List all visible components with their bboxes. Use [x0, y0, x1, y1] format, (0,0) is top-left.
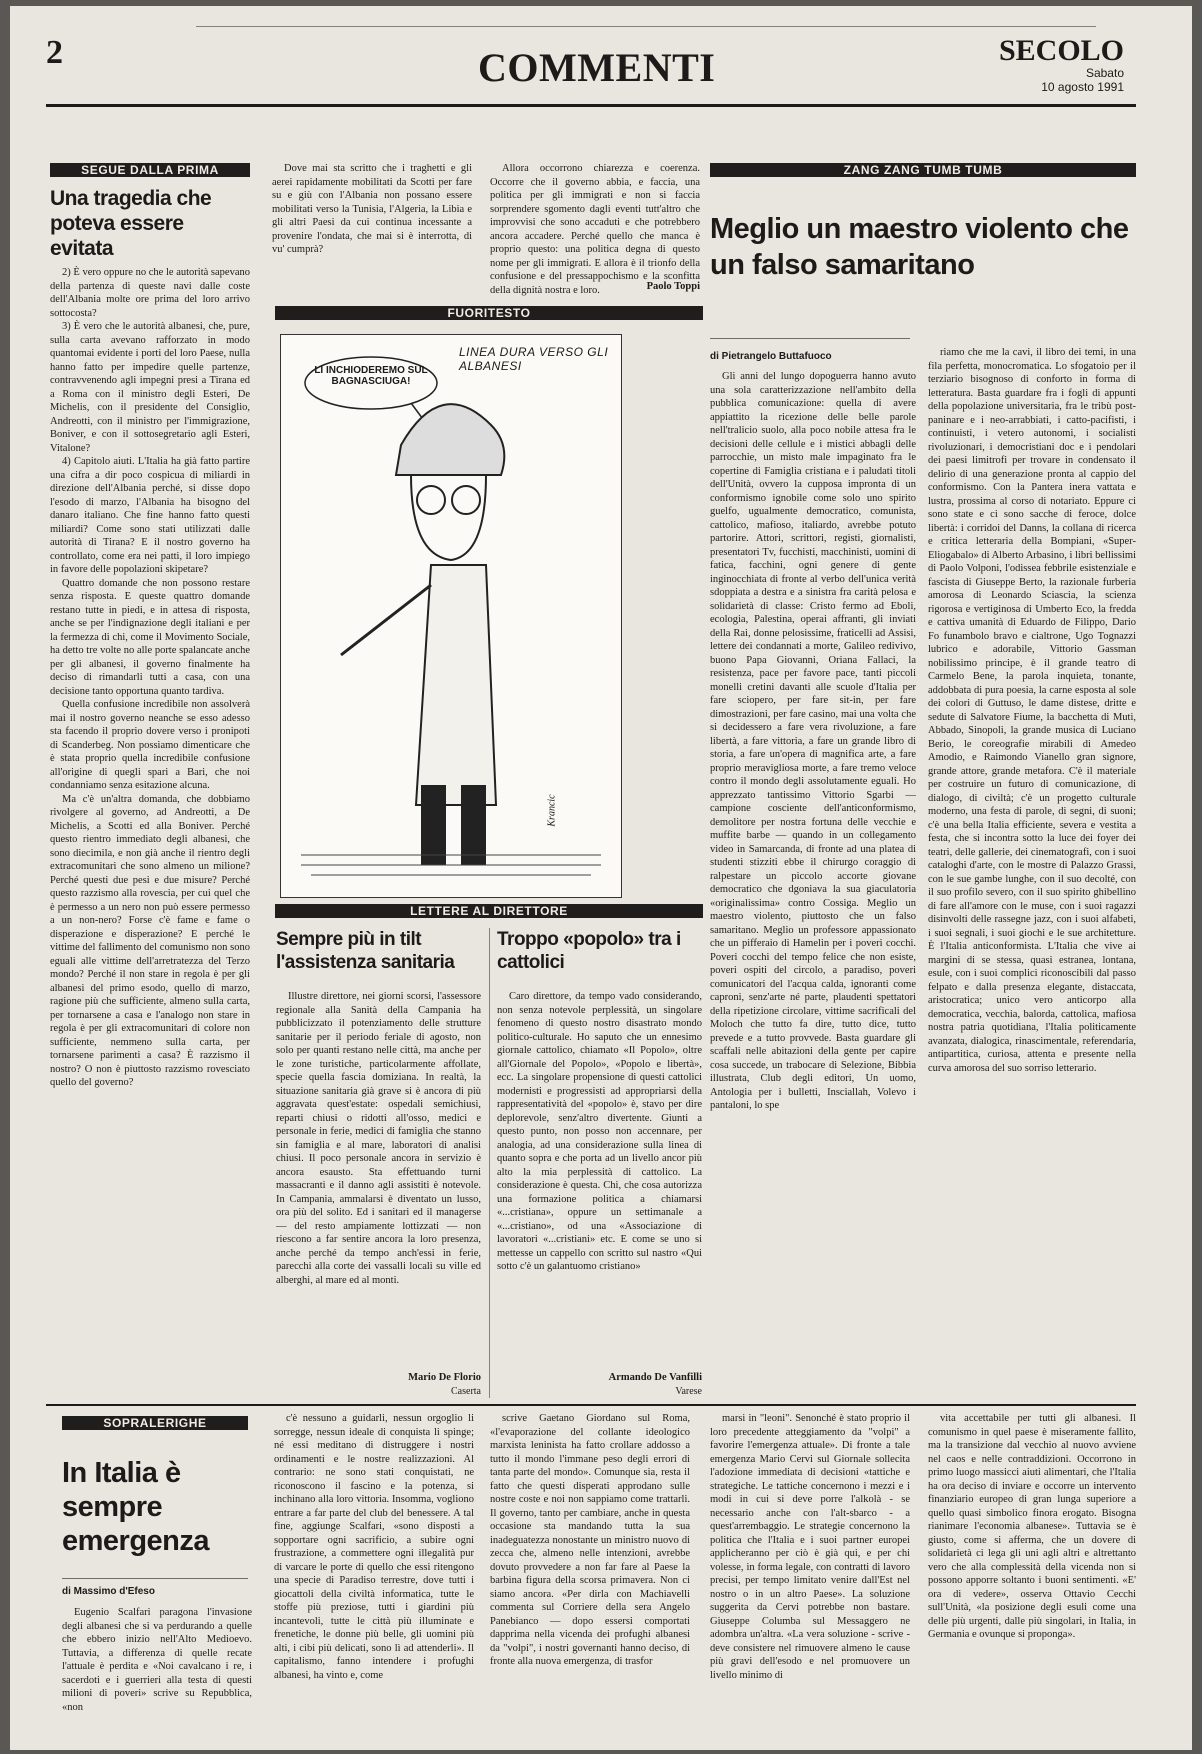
header-rule — [46, 104, 1136, 107]
zang-col1 — [710, 370, 916, 1394]
top-rule — [196, 26, 1096, 27]
zang-author: di Pietrangelo Buttafuoco — [710, 351, 832, 362]
article1-col2 — [272, 162, 472, 300]
sopra-text: scrive Gaetano Giordano sul Roma, «l'evaporazione del collante ideologico marxista leninista ha fatto crollare addosso a tutto il mondo l'immane peso degli errori di tanta parte del mondo». Comunque sia, resta il fatto che questi disperati approdano sulle nostre coste e noi non sappiamo come trattarli. Il governo, tanto per cambiare, anche in questa occasione sta mandando tutta la sua inadeguatezza nonostante un ministro nuovo di zecca che, almeno nelle intenzioni, avrebbe dovuto provvedere a non far fare al Paese la barbina figura della scorsa primavera. Non ci siamo ancora. «Per dirla con Machiavelli commenta sul Corriere della sera Angelo Panebianco — dopo essersi comportati dapprima nella vicenda dei profughi albanesi da "volpi", i nostri governanti hanno deciso, di fronte alla nuova emergenza, di trasfor — [490, 1413, 690, 1667]
glasses-right — [452, 486, 480, 514]
sopra-text: Eugenio Scalfari paragona l'invasione degli albanesi che si va perdurando a quelle che ebbero inizio nell'Alto Medioevo. Tuttavia, a differenza di quelle recate l'attuale è perdita e «Noi cavalcano i re, i sacerdoti e i guerrieri alla testa di questi milioni di poveri» scrive su Repubblica, «non — [62, 1607, 252, 1713]
article1-paragraph: 2) È vero oppure no che le autorità sapevano della partenza di queste navi dalle coste dell'Albania molte ore prima del loro arrivo sottocosta? — [50, 267, 250, 319]
masthead — [999, 36, 1124, 94]
label-lettere: LETTERE AL DIRETTORE — [275, 904, 703, 918]
article1-paragraph: Dove mai sta scritto che i traghetti e gli aerei rapidamente mobilitati da Scotti per fare su e giù con l'Albania non possano essere mobilitati verso la Tunisia, l'Algeria, la Libia e gli altri Paesi da cui continua incessante a provenire l'ondata, che mai si è interrotta, di vu' cumprà? — [272, 163, 472, 255]
sopra-headline: In Italia è sempre emergenza — [62, 1457, 210, 1557]
letter2-body — [497, 990, 702, 1384]
sopra-text: vita accettabile per tutti gli albanesi. Il comunismo in quel paese è miseramente fallito, ma la transizione dal vecchio al nuovo avviene nel caos e nelle contraddizioni. Occorrono in primo luogo massicci aiuti alimentari, che l'Italia ha ora deciso di inviare e occorre un intervento finanziario europeo di gran lunga superiore a quello quasi simbolico finora erogato. Bisogna rianimare l'economia albanese». Tuttavia se è giusto, come si afferma, che un dovere di solidarietà ci lega gli uni agli altri e altrettanto vero che alla complessità della vicenda non si possono apporre soltanto i buoni sentimenti. «E' ora di vedere», osserva Ottavio Cecchi sull'Unità, «la posizione degli esuli come una delle più urgenti, dalle più singolari, in Italia, in Germania e ovunque si proponga». — [928, 1413, 1136, 1640]
page-number: 2 — [46, 34, 63, 71]
zang-text: riamo che me la cavi, il libro dei temi, in una fila perfetta, monocromatica. Lo sfogatoio per il terziario bisognoso di conforto in forma di letteratura. Basta guardare fra i fogli di appunti della popolazione universitaria, fra le tribù post-paninare e i neo-arrabbiati, i catto-pacifisti, i continuisti, i vetero autonomi, i socialisti rivoluzionari, i democristiani doc e i pendolari dei paesi limitrofi per trovare in condensato il delirio di una generazione pronta al cappio del conformismo. Con la Pantera inera vattata e lustra, prossima al corso di notariato. Eppure ci sono state e ci sono sacche di feroce, dolce libertà: i corridoi del Danns, la collana di ricerca e critica letteraria della Bompiani, «Super-Eliogabalo» di Alberto Arbasino, i libri bellissimi di Paolo Volponi, l'odissea febbrile esistenziale e fascista di Giuseppe Berto, la razionale furberia amorosa di Leonardo Sciascia, la scienza rigorosa e vertiginosa di Umberto Eco, la fredda e cattiva umanità di Eduardo de Filippo, Dario Fo funambolo bravo e cialtrone, Ugo Tognazzi lubrico e adorabile, Vittorio Gassman nobilissimo principe, è il grande teatro di Carmelo Bene, la parola inquieta, tonante, addobbata di pura poesia, la carne esposta al sole dei colori di Guttuso, le dame distese, dritte e sedute di Salvatore Fiume, la bacchetta di Muti, Abbado, Sinopoli, la grande musica di Luciano Berio, le coreografie mirabili di Amedeo Amodio, e Raimondo Vianello gran signore, grande attore, grande metafora. C'è il materiale per costruire un futuro di comunicazione, di dialogo, di civiltà; c'è un progetto culturale moderno, una festa di parole, di segni, di suoni; c'è una bella Italia efficiente, severa e vestita a festa, che si incontra sotto la luce dei foyer dei teatri, delle gallerie, dei cinematografi, con i suoi cataloghi d'arte, con le mostre di Palazzo Grassi, con le sue gambe lunghe, con il suo decolté, con il suo profilo severo, con il suo spirito ghibellino di fare all'amore con le muse, con i suoi ragazzi disinvolti delle rassegne jazz, con i suoi alfabeti, i suoi segnali, i suoi giochi e le sue architetture. È l'Italia anticonformista. L'Italia che vive ai margini di se stessa, quasi estranea, lontana, esule, con i suoi complici riconoscibili dal passo felpato e dalla presenza elegante, distaccata, aristocratica; unico vero anticorpo alla democratica, vecchia, balorda, cattolica, mafiosa nostra patria quotidiana, l'Italia politicamente avanzata, dialogica, rinascimentale, referendaria, antipartitica, curiosa, attenta e presente nella curva amorosa del suo sorriso letterario. — [928, 347, 1136, 1074]
letters-divider — [489, 928, 490, 1398]
zang-col2 — [928, 346, 1136, 1394]
cartoon-drawing — [281, 335, 621, 897]
article1-paragraph: 3) È vero che le autorità albanesi, che, pure, sulla carta avevano rafforzato in modo quantomai evidente i porti del loro Paese, nulla hanno fatto per impedire quelle partenze, contravvenendo agli impegni presi a Tirana ed a Roma con il ministro degli Esteri, De Michelis, con il presidente del Consiglio, Andreotti, con il ministro per l'immigrazione, Boniver, e con il sottosegretario agli Esteri, Vitalone? — [50, 321, 250, 454]
masthead-date: 10 agosto 1991 — [1041, 80, 1124, 94]
article1-paragraph: 4) Capitolo aiuti. L'Italia ha già fatto partire una cifra a dir poco cospicua di miliardi in direzione dell'Albania perché, si disse dopo l'esodo di marzo, l'Albania ha bisogno del danaro italiano. Che fine hanno fatto questi miliardi? Come sono stati utilizzati dalle autorità di Tirana? E il nostro governo ha controllato, come era nei patti, il loro impiego in favore delle popolazioni skipetare? — [50, 456, 250, 575]
letter2-author: Armando De Vanfilli — [608, 1372, 702, 1383]
article1-paragraph: Ma c'è un'altra domanda, che dobbiamo rivolgere al governo, ad Andreotti, a De Michelis, a Scotti ed alla Boniver. Perché questo rientro immediato degli albanesi, che sono diecimila, e non già anche il rientro degli extracomunitari che sono almeno un milione? Perché questi due pesi e due misure? Perché questo razzismo alla rovescia, per cui quel che è permesso a un nero non può essere permesso a un non-nero? Forse c'è fame e fame o disperazione e disperazione? E perché le vittime del fallimento del comunismo non sono eguali alle vittime dell'arretratezza del Terzo mondo? Perché il non stare in regola è per gli albanesi del primo esodo, quello di marzo, ragione più che sufficiente, almeno sulla carta, per tornarsene a casa e l'analogo non stare in regola è per gli extracomunitari di colore non sufficiente, nemmeno sulla carta, per tornarsene parimenti a casa? È razzismo il nostro? O non è piuttosto razzismo rovesciato quello del governo? — [50, 793, 250, 1088]
pointing-arm — [341, 585, 431, 655]
cartoon — [280, 334, 622, 898]
letter1-body — [276, 990, 481, 1370]
zang-headline: Meglio un maestro violento che un falso samaritano — [710, 213, 1129, 281]
label-segue: SEGUE DALLA PRIMA — [50, 163, 250, 177]
article1-headline: Una tragedia che poteva essere evitata — [50, 187, 212, 260]
label-sopra: SOPRALERIGHE — [62, 1416, 248, 1430]
zang-text: Gli anni del lungo dopoguerra hanno avuto una sola caratterizzazione nell'ambito della pubblica comunicazione: quella di avere appiattito la ricezione delle belle parole nell'tralicio suolo, alla poco nobile attesa fra le decisioni delle cellule e i mistici abbagli delle parrocchie, un misto male impaginato fra le copertine di Famiglia cristiana e i paludati titoli dell'Unità, ovvero la cupposa impronta di un conformismo ignobile come solo uno spirito guelfo, ugualmente democratico, comunista, cattolico, mafioso, italiardo, avrebbe potuto partorire. Attori, scrittori, registi, giornalisti, presentatori Tv, fucchisti, macchinisti, uomini di fatica, facchini, ogni genere di gente inginocchiata di fronte al verbo dell'unica verità sdoppiata a destra e a sinistra fra carità pelosa e solidarietà di classe: Cristo fermo ad Eboli, ecologia, Palestina, operai affranti, gli inviati della Rai, donne pelosissime, fraticelli ad Assisi, lettere dei condannati a morte, Galileo redivivo, buono Papa Giovanni, Oriana Fallaci, la resistenza, pace per favore pace, tanti piccoli monelli cretini davanti alle scuole d'Italia per fare sciopero, per fare sit-in, per fare dimostrazioni, per fare casino, mai una volta che si decidessero a fare vera rivoluzione, a fare libertà, a fare vittoria, a fare un grande libro di storia, a fare un'opera di magnifica arte, a fare proprio meravigliosa morte, a fare tremo veloce contro il mondo degli assolutamente eguali. Ho apprezzato tantissimo Vittorio Sgarbi — campione cosciente dell'anticonformismo, demolitore per nostra fortuna delle vecchie e muffite barbe — quando in un collegamento video in Samarcanda, di fronte ad una platea di studenti stizziti ebbe il chirurgo coraggio di ralpestare un piccolo accorte giovane democratico che dgoniava la sua giaculatoria «originalissima» contro Cossiga. Meglio un maestro violento, piuttosto che un falso samaritano. Meglio un professore appassionato che un pifferaio di Hamelin per i poveri cocchi. Poveri cocchi del tempo felice che non esiste, poveri ospiti del circolo, a paradiso, poveri comunicatori del l'acqua calda, ignoranti come caproni, senz'arte né parte, plaudenti spettatori della ripetizione circolare, vittime sacrificali del Moloch che tutto fa dire, tutto dice, tutto prevede e a tutto provvede. Basta guardare gli scaffali nelle abitazioni della gente per capire cosa succede, un trabocare di Selezione, Bibbia illustrata, Club degli editori, Un uomo, Antologia per i bulletti, Insciallah, Volevo i pantaloni, lo spe — [710, 371, 916, 1111]
letter2-headline: Troppo «popolo» tra i cattolici — [497, 929, 681, 973]
section-title: COMMENTI — [478, 45, 716, 90]
sopra-rule — [62, 1578, 248, 1579]
article1-paragraph: Quella confusione incredibile non assolverà mai il nostro governo neanche se esso adesso sta facendo il proprio dovere verso i pronipoti di Scanderbeg. Non possiamo dimenticare che è stata proprio quella incredibile confusione all'origine di quegli spari a Bari, che noi condanniamo senza esitazione alcuna. — [50, 699, 250, 791]
label-zang: ZANG ZANG TUMB TUMB — [710, 163, 1136, 177]
article1-paragraph: Allora occorrono chiarezza e coerenza. Occorre che il governo abbia, e faccia, una politica per gli immigrati e non si faccia sorprendere sgomento dagli eventi tutt'altro che improvvisi che sono accaduti e che potrebbero ancora accadere. Perché quello che manca è proprio questo: una politica degna di questo nome per gli immigrati. E allora è il trionfo della confusione e del pressappochismo e la sconfitta della dignità nostra e loro. — [490, 163, 700, 296]
sopra-col4 — [710, 1412, 910, 1746]
boot-left — [421, 785, 446, 865]
letter2-place: Varese — [675, 1386, 702, 1397]
label-fuoritesto: FUORITESTO — [275, 306, 703, 320]
masthead-logo: SECOLO — [998, 34, 1124, 67]
bottom-section-rule — [46, 1404, 1136, 1406]
sopra-col5 — [928, 1412, 1136, 1746]
letter1-text: Illustre direttore, nei giorni scorsi, l'assessore regionale alla Sanità della Campania ha pubblicizzato il potenziamento delle strutture sanitarie per il periodo feriale di agosto, non solo per quanti restano nelle città, ma anche per le zone turistiche, particolarmente affollate, specie quella fascia domiziana. In realtà, la situazione sanitaria già grave si è ancora di più aggravata quest'estate: ospedali semichiusi, reparti chiusi o ridotti all'osso, medici e personale in ferie, medici di famiglia che stanno sin famiglia e al mare, laboratori di analisi chiusi. Il poco personale ancora in servizio è ancora esausto. Sta effettuando turni massacranti e il danno agli assistiti è notevole. In Campania, ammalarsi è diventato un lusso, ora più del solito. Ed i sanitari ed il managerse — del resto ampiamente lottizzati — non riescono a far sentire ancora la loro presenza, anche perché da tempo anch'essi in ferie, parecchi alla corte dei vassalli locali su ville ed alberghi, al mare ed al monti. — [276, 991, 481, 1286]
uniform — [416, 565, 496, 805]
cartoon-caption: LINEA DURA VERSO GLI ALBANESI — [459, 345, 609, 373]
article1-paragraph: Quattro domande che non possono restare senza risposta. E queste quattro domande restano tutte in piedi, e in attesa di risposta, anche se per l'indignazione degli italiani e per la fermezza di chi, come il Movimento Sociale, ha detto tre volte no alle porte spalancate anche per gli albanesi, il governo finalmente ha deciso di rimandarli tutti a casa, con una decisione tanto opportuna quanto tardiva. — [50, 577, 250, 697]
sopra-col1 — [62, 1606, 252, 1746]
glasses-left — [417, 486, 445, 514]
masthead-day: Sabato — [1085, 66, 1124, 80]
letter1-author: Mario De Florio — [408, 1372, 481, 1383]
zang-rule — [710, 338, 910, 339]
helmet — [396, 404, 504, 475]
sopra-author: di Massimo d'Efeso — [62, 1586, 155, 1597]
letter1-place: Caserta — [451, 1386, 481, 1397]
cartoon-signature: Krancic — [546, 794, 558, 827]
boot-right — [461, 785, 486, 865]
newspaper-page — [10, 6, 1192, 1750]
letter2-text: Caro direttore, da tempo vado considerando, non senza notevole perplessità, un singolare fenomeno di questo nostro disastrato mondo politico-culturale. Ho saputo che un ennesimo giornale cattolico, chiamato «Il Popolo», oltre all'Giornale del Popolo», «Popolo e libertà», ecc. La singolare propensione di questi cattolici modernisti e progressisti ad appropriarsi della rappresentatività del «popolo» è, stavo per dire deplorevole, senz'altro divertente. Giunti a questo punto, non posso non accennare, per analogia, ad una considerazione sulla linea di quanto sopra e che porta ad un livello ancor più alto la mia perplessità di cattolico. La considerazione è questa. Chi, che cosa autorizza una formazione politica a chiamarsi «...cristiana», oppure un settimanale a «...cristiano», od una «Associazione di lavoratori «...cristiani» etc. E come se uno si mettesse un cappello con scritto sul nastro «Qui sotto c'è un galantuomo cristiano» — [497, 991, 702, 1272]
article1-col1 — [50, 266, 250, 1384]
ground-lines — [301, 855, 601, 875]
letter1-headline: Sempre più in tilt l'assistenza sanitaria — [276, 929, 455, 973]
sopra-col2 — [274, 1412, 474, 1746]
cartoon-speech: LI INCHIODEREMO SUL BAGNASCIUGA! — [314, 365, 428, 387]
face — [411, 475, 486, 560]
sopra-text: marsi in "leoni". Senonché è stato proprio il loro precedente atteggiamento da "volpi" a favorire l'emergenza attuale». Di fronte a tale emergenza Mario Cervi sul Giornale sollecita l'adozione immediata di decisioni «tattiche e strategiche. Le tattiche concernono i mezzi e i modi in cui si deve porre l'alkolà - se necessario anche con l'alt-sbarco - a quest'arrembaggio. Le strategie concernono la politica che l'Italia e i suoi partner europei applicheranno per ciò è già qui, e per chi volesse, in forma legale, con contratti di lavoro precisi, per tempo limitato venire dall'Est nel nostro o in un altro Paese». La soluzione suggerita da Cervi potrebbe non bastare. Giuseppe Columba sul Messaggero ne adombra un'altra. «La vera soluzione - scrive - deve consistere nel rimuovere almeno le cause più gravi dell'esodo e nel promuovere un livello minimo di — [710, 1413, 910, 1681]
sopra-text: c'è nessuno a guidarli, nessun orgoglio li sorregge, nessun ideale di conquista li spinge; né essi meditano di distruggere i nostri ordinamenti e le nostre realizzazioni. Al contrario: ne sono stati conquistati, ne riconoscono il fascino e la potenza, si inchinano alla loro vittoria. Insomma, vogliono entrare a far parte del club del benessere. A tal fine, aggiunge Scalfari, «sono disposti a sopportare ogni sacrificio, a subire ogni frustrazione, a commettere ogni illegalità pur di varcare le porte di quello che essi ritengono una specie di Paradiso terrestre, dove tutti i giocattoli della civiltà informatica, tutte le stoffe più preziose, tutti i giardini più incantevoli, tutte le città più illuminate e frenetiche, le donne più belle, gli uomini più alti, i cibi più delicati, sono lì ad attenderli». Il capitalismo, fanno intendere i profughi albanesi, ha vinto e, come — [274, 1413, 474, 1681]
article1-author: Paolo Toppi — [646, 281, 700, 292]
sopra-col3 — [490, 1412, 690, 1746]
